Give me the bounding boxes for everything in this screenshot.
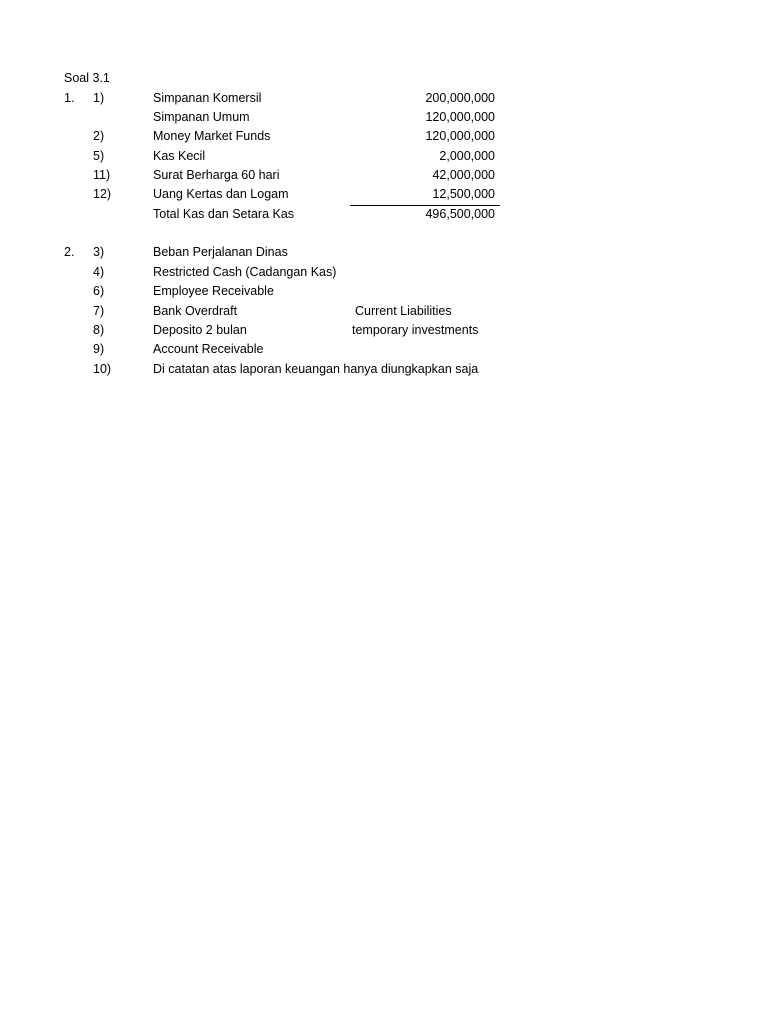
sheet-title: Soal 3.1 <box>64 71 110 85</box>
item-amount: 12,500,000 <box>432 187 495 201</box>
item-label: Employee Receivable <box>153 284 274 298</box>
classification-row <box>0 303 768 322</box>
section-number: 2. <box>64 245 75 259</box>
item-amount: 120,000,000 <box>425 129 495 143</box>
cash-row-money-market-funds <box>0 128 768 147</box>
item-label: Kas Kecil <box>153 149 206 163</box>
classification-row <box>0 322 768 341</box>
item-number: 12) <box>93 187 112 201</box>
cash-row-kas-kecil <box>0 148 768 167</box>
item-number: 6) <box>93 284 105 298</box>
item-note: temporary investments <box>352 323 479 337</box>
item-label: Money Market Funds <box>153 129 271 143</box>
classification-row <box>0 361 768 380</box>
item-label: Beban Perjalanan Dinas <box>153 245 288 259</box>
item-number: 7) <box>93 304 105 318</box>
section-number: 1. <box>64 91 75 105</box>
cash-row-surat-berharga <box>0 167 768 186</box>
item-amount: 200,000,000 <box>425 91 495 105</box>
item-number: 1) <box>93 91 105 105</box>
item-label: Di catatan atas laporan keuangan hanya diungkapkan saja <box>153 362 479 376</box>
item-amount: 2,000,000 <box>439 149 495 163</box>
cash-row-uang-kertas <box>0 186 768 205</box>
item-note: Current Liabilities <box>355 304 452 318</box>
item-number: 11) <box>93 168 111 182</box>
item-label: Simpanan Umum <box>153 110 250 124</box>
item-number: 8) <box>93 323 105 337</box>
item-number: 4) <box>93 265 105 279</box>
item-number: 10) <box>93 362 112 376</box>
item-label: Surat Berharga 60 hari <box>153 168 280 182</box>
classification-row <box>0 283 768 302</box>
item-amount: 120,000,000 <box>425 110 495 124</box>
item-label: Account Receivable <box>153 342 264 356</box>
item-number: 3) <box>93 245 105 259</box>
item-label: Deposito 2 bulan <box>153 323 247 337</box>
cash-total-row <box>0 206 768 225</box>
cash-row-simpanan-komersil <box>0 90 768 109</box>
item-label: Bank Overdraft <box>153 304 238 318</box>
total-amount: 496,500,000 <box>425 207 495 221</box>
classification-row <box>0 244 768 263</box>
total-label: Total Kas dan Setara Kas <box>153 207 295 221</box>
item-number: 2) <box>93 129 105 143</box>
classification-row <box>0 341 768 360</box>
item-number: 9) <box>93 342 105 356</box>
item-label: Uang Kertas dan Logam <box>153 187 289 201</box>
item-amount: 42,000,000 <box>432 168 495 182</box>
item-label: Simpanan Komersil <box>153 91 262 105</box>
item-label: Restricted Cash (Cadangan Kas) <box>153 265 337 279</box>
classification-row <box>0 264 768 283</box>
item-number: 5) <box>93 149 105 163</box>
cash-row-simpanan-umum <box>0 109 768 128</box>
